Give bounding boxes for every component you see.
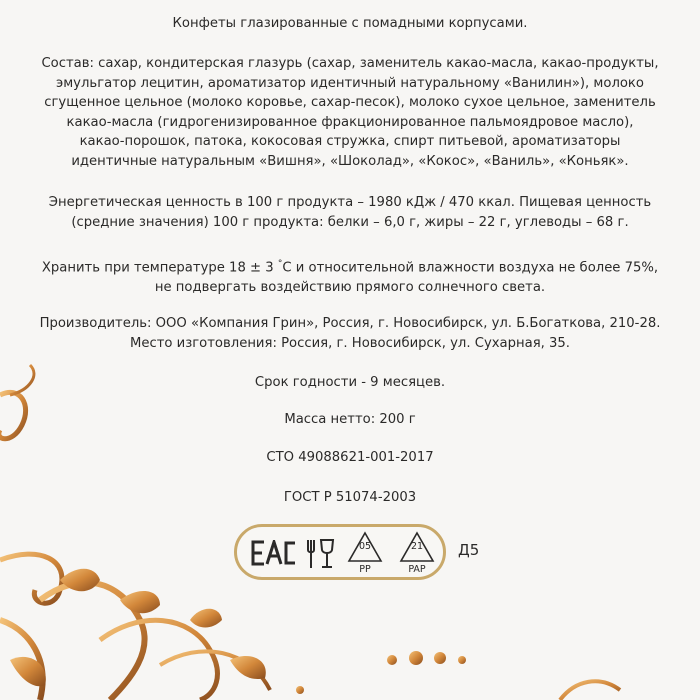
net-mass: Масса нетто: 200 г — [284, 412, 416, 427]
composition-line: какао-масла (гидрогенизированное фракционированное пальмоядровое масло), — [66, 114, 634, 130]
recycle-pap-mark — [395, 531, 439, 577]
recycle-label: PP — [359, 564, 371, 575]
eac-mark-icon — [251, 540, 297, 566]
d5-mark: Д5 — [458, 541, 480, 559]
gost-standard: ГОСТ Р 51074-2003 — [283, 490, 417, 505]
storage-line: не подвергать воздействию прямого солнечного света. — [154, 279, 546, 295]
nutrition-line: (средние значения) 100 г продукта: белки – 6,0 г, жиры – 22 г, углеводы – 68 г. — [71, 214, 629, 230]
composition-line: идентичные натуральным «Вишня», «Шоколад», «Кокос», «Ваниль», «Коньяк». — [71, 153, 629, 169]
manufacturer-info — [0, 314, 700, 353]
composition-line: какао-порошок, патока, кокосовая стружка, спирт питьевой, ароматизаторы — [79, 134, 621, 150]
shelf-life: Срок годности - 9 месяцев. — [254, 375, 446, 390]
sto-standard: СТО 49088621-001-2017 — [266, 450, 434, 465]
composition-line: Состав: сахар, кондитерская глазурь (сахар, заменитель какао-масла, какао-продукты, — [41, 56, 659, 71]
recycle-number: 21 — [410, 541, 424, 552]
recycle-number: 05 — [358, 541, 372, 552]
composition-line: сгущенное цельное (молоко коровье, сахар-песок), молоко сухое цельное, заменитель — [44, 95, 656, 111]
certification-marks — [234, 524, 446, 580]
composition-line: эмульгатор лецитин, ароматизатор идентичный натуральному «Ванилин»), молоко — [56, 75, 644, 91]
nutrition-info — [0, 193, 700, 232]
manufacturer-line: Производитель: ООО «Компания Грин», Россия, г. Новосибирск, ул. Б.Богаткова, 210-28. — [39, 316, 661, 331]
product-title: Конфеты глазированные с помадными корпусами. — [172, 16, 528, 31]
food-contact-icon — [301, 538, 337, 570]
composition — [0, 54, 700, 172]
recycle-label: PAP — [408, 564, 426, 575]
storage-conditions — [0, 255, 700, 298]
manufacture-place-line: Место изготовления: Россия, г. Новосибирск, ул. Сухарная, 35. — [129, 335, 570, 351]
storage-line: Хранить при температуре 18 ± 3 °С и относительной влажности воздуха не более 75%, — [41, 259, 659, 276]
nutrition-line: Энергетическая ценность в 100 г продукта – 1980 кДж / 470 ккал. Пищевая ценность — [48, 195, 652, 210]
recycle-pp-mark — [343, 531, 387, 577]
